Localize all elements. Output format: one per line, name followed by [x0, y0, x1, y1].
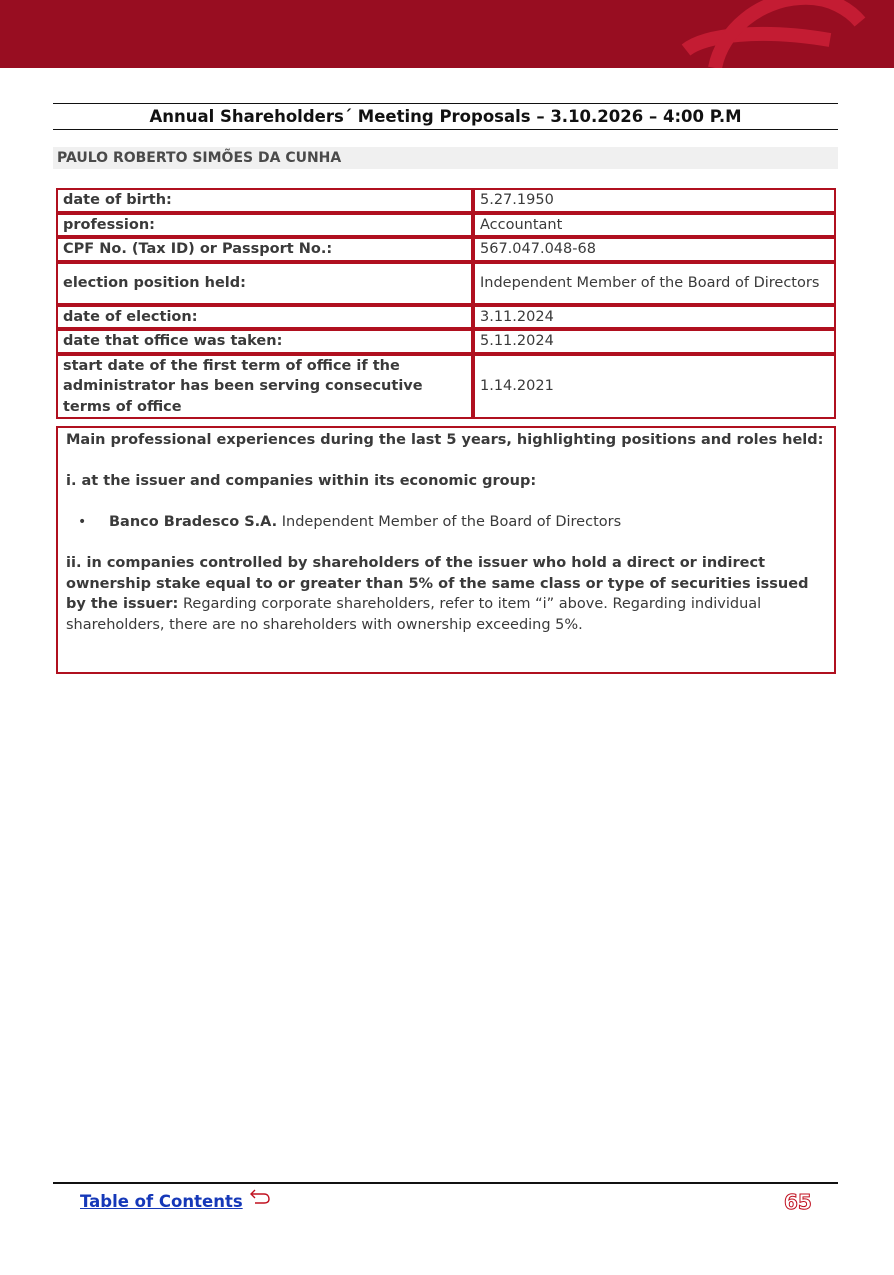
table-row [56, 262, 836, 305]
row-value: 3.11.2024 [473, 305, 836, 330]
section-ii-title: ii. in companies controlled by shareholders of the issuer who hold a direct or indirect ownership stake equal to or greater than 5% of the same class or type of securities issued by the issuer: [66, 555, 809, 612]
row-label: profession: [56, 213, 473, 238]
experience-heading: Main professional experiences during the last 5 years, highlighting positions and roles held: [66, 432, 824, 448]
page-title: Annual Shareholders´ Meeting Proposals – 3.10.2026 – 4:00 P.M [53, 103, 838, 130]
company-role: Independent Member of the Board of Directors [281, 514, 622, 530]
row-label: CPF No. (Tax ID) or Passport No.: [56, 237, 473, 262]
table-row [56, 237, 836, 262]
row-value: Independent Member of the Board of Directors [473, 262, 836, 305]
row-label: start date of the first term of office if the administrator has been serving consecutive terms of office [56, 354, 473, 420]
return-arrow-icon[interactable] [249, 1188, 271, 1206]
table-row [56, 305, 836, 330]
person-name: PAULO ROBERTO SIMÕES DA CUNHA [53, 147, 838, 169]
table-row [56, 213, 836, 238]
row-label: election position held: [56, 262, 473, 305]
row-value: 567.047.048-68 [473, 237, 836, 262]
row-value: 5.11.2024 [473, 329, 836, 354]
brand-logo-icon [0, 0, 894, 68]
company-name: Banco Bradesco S.A. [109, 514, 278, 530]
table-row [56, 354, 836, 420]
section-i-title: i. at the issuer and companies within its economic group: [66, 473, 537, 489]
list-item [66, 512, 826, 533]
row-value: Accountant [473, 213, 836, 238]
section-ii-text: Regarding corporate shareholders, refer to item “i” above. Regarding individual shareholders, there are no shareholders with ownership exceeding 5%. [66, 596, 762, 633]
bullet-icon: • [78, 514, 87, 530]
info-table [56, 188, 836, 419]
row-value: 1.14.2021 [473, 354, 836, 420]
top-banner [0, 0, 894, 68]
row-label: date of birth: [56, 188, 473, 213]
footer-divider [53, 1182, 838, 1184]
row-label: date of election: [56, 305, 473, 330]
row-value: 5.27.1950 [473, 188, 836, 213]
page-number: 65 [784, 1190, 812, 1214]
row-label: date that office was taken: [56, 329, 473, 354]
table-of-contents-link[interactable]: Table of Contents [80, 1192, 243, 1211]
table-row [56, 188, 836, 213]
experience-box [56, 426, 836, 674]
table-row [56, 329, 836, 354]
